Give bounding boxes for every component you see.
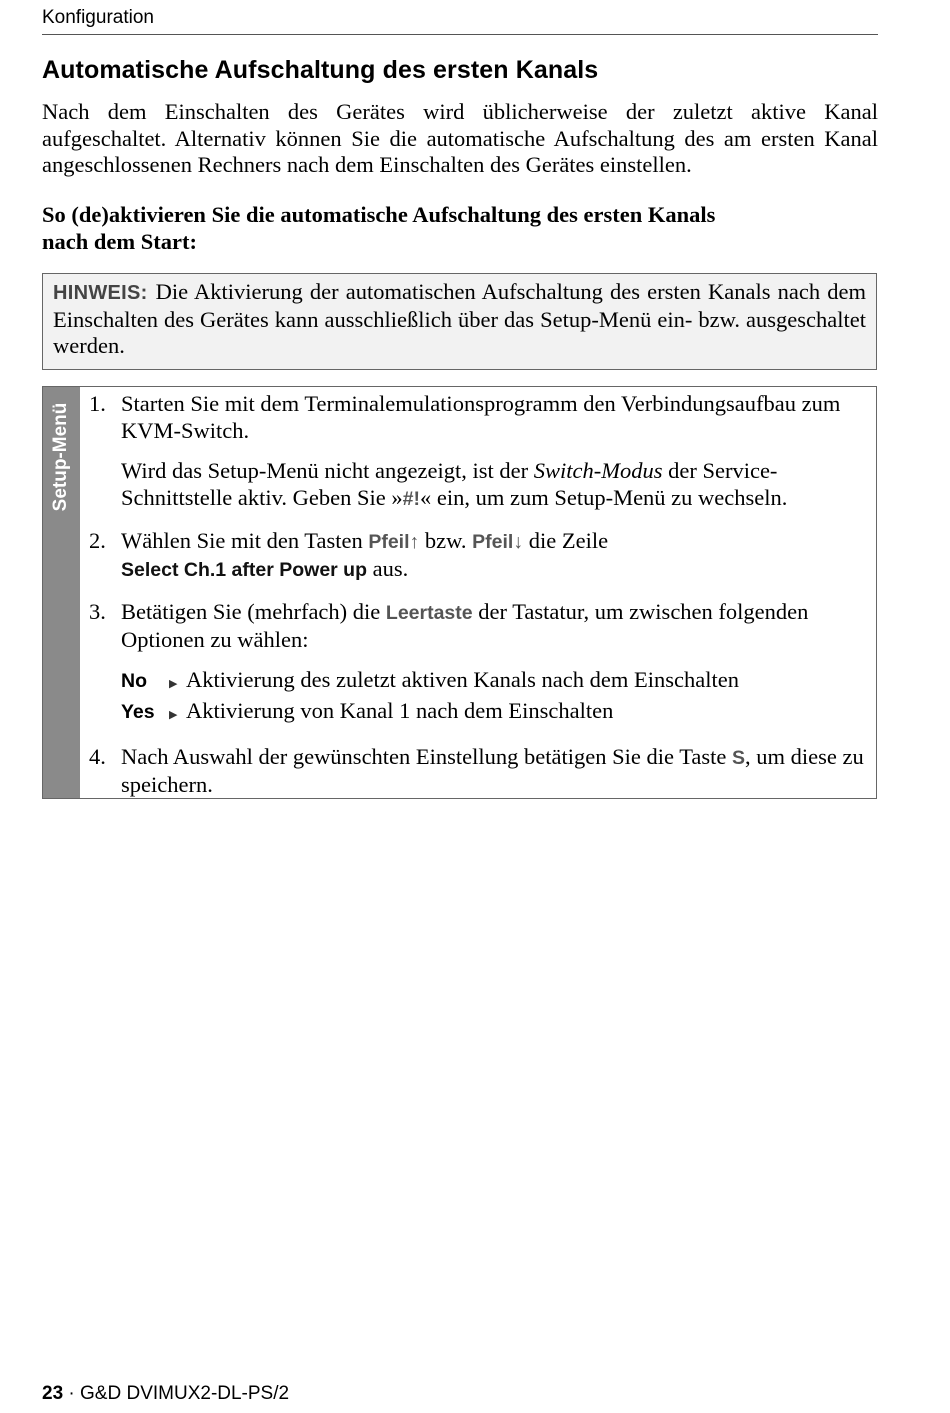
option-key: No (121, 670, 147, 692)
product-name: G&D DVIMUX2-DL-PS/2 (80, 1383, 290, 1404)
step-3-before: Betätigen Sie (mehrfach) die (121, 599, 386, 624)
step-1-subtext (121, 458, 864, 512)
step-1-sub-before: Wird das Setup-Menü nicht angezeigt, ist der (121, 458, 534, 483)
step-number: 4. (89, 744, 106, 769)
key-arrow-up: Pfeil↑ (368, 531, 420, 553)
step-2-after-keys: die Zeile (523, 528, 609, 553)
page-footer (42, 1383, 289, 1405)
step-1-sub-after: « ein, um zum Setup-Menü zu wechseln. (419, 484, 788, 510)
option-description: Aktivierung von Kanal 1 nach dem Einschalten (186, 697, 614, 723)
intro-paragraph: Nach dem Einschalten des Gerätes wird üblicherweise der zuletzt aktive Kanal aufgeschaltet. Alternativ können Sie die automatische Aufschaltung des am ersten Kanal angeschlossenen Rechners nach dem Einschalten des Gerätes einstellen. (42, 99, 878, 177)
setup-menu-tab-label: Setup-Menü (50, 402, 71, 512)
step-3-after: der Tastatur, um zwischen folgenden Optionen zu wählen: (121, 599, 809, 652)
triangle-right-icon: ▶ (169, 677, 178, 690)
step-1-text: Starten Sie mit dem Terminalemulationsprogramm den Verbindungsaufbau zum KVM-Switch. (121, 391, 841, 443)
step-4 (89, 744, 864, 798)
step-number: 2. (89, 528, 106, 553)
option-description: Aktivierung des zuletzt aktiven Kanals nach dem Einschalten (186, 667, 739, 692)
procedure-heading-line1: So (de)aktivieren Sie die automatische Aufschaltung des ersten Kanals (42, 202, 716, 227)
step-4-text (121, 744, 864, 798)
note-label: HINWEIS: (53, 282, 148, 304)
option-row (121, 667, 864, 698)
key-s: S (731, 747, 745, 769)
setup-menu-tab (43, 387, 80, 798)
setup-menu-box (42, 386, 877, 799)
step-3-text (121, 599, 864, 653)
step-2 (89, 528, 864, 583)
option-row (121, 698, 864, 729)
step-1-sub-middle: der Service-Schnittstelle aktiv. Geben Sie » (121, 458, 778, 510)
step-2-end: aus. (367, 555, 409, 581)
step-3 (89, 599, 864, 728)
note-body: Die Aktivierung der automatischen Aufschaltung des ersten Kanals nach dem Einschalten des Gerätes kann ausschließlich über das Setup-Menü ein- bzw. ausgeschaltet werden. (53, 279, 866, 358)
running-header: Konfiguration (42, 7, 154, 28)
page-number: 23 (42, 1383, 64, 1404)
procedure-heading (42, 202, 878, 255)
procedure-heading-line2: nach dem Start: (42, 228, 197, 254)
step-4-after: , um diese zu speichern. (121, 744, 864, 797)
note-box (42, 273, 877, 370)
triangle-right-icon: ▶ (169, 707, 178, 721)
steps-list (89, 391, 864, 814)
section-title: Automatische Aufschaltung des ersten Kanals (42, 56, 599, 84)
step-1 (89, 391, 864, 512)
header-divider (42, 34, 878, 35)
menu-item-select-ch1: Select Ch.1 after Power up (121, 558, 367, 581)
key-arrow-down: Pfeil↓ (472, 531, 524, 553)
step-2-text (121, 528, 864, 583)
step-number: 1. (89, 391, 106, 416)
option-key: Yes (121, 700, 155, 723)
options-table (121, 667, 864, 728)
key-space: Leertaste (385, 602, 473, 624)
key-hash-bang: #! (402, 487, 420, 510)
step-2-middle: bzw. (419, 528, 473, 553)
note-text (53, 279, 866, 360)
step-number: 3. (89, 599, 106, 624)
footer-separator: · (63, 1383, 81, 1404)
step-4-before: Nach Auswahl der gewünschten Einstellung betätigen Sie die Taste (121, 744, 732, 769)
step-2-before: Wählen Sie mit den Tasten (121, 528, 369, 553)
switch-mode-term: Switch-Modus (533, 458, 663, 483)
